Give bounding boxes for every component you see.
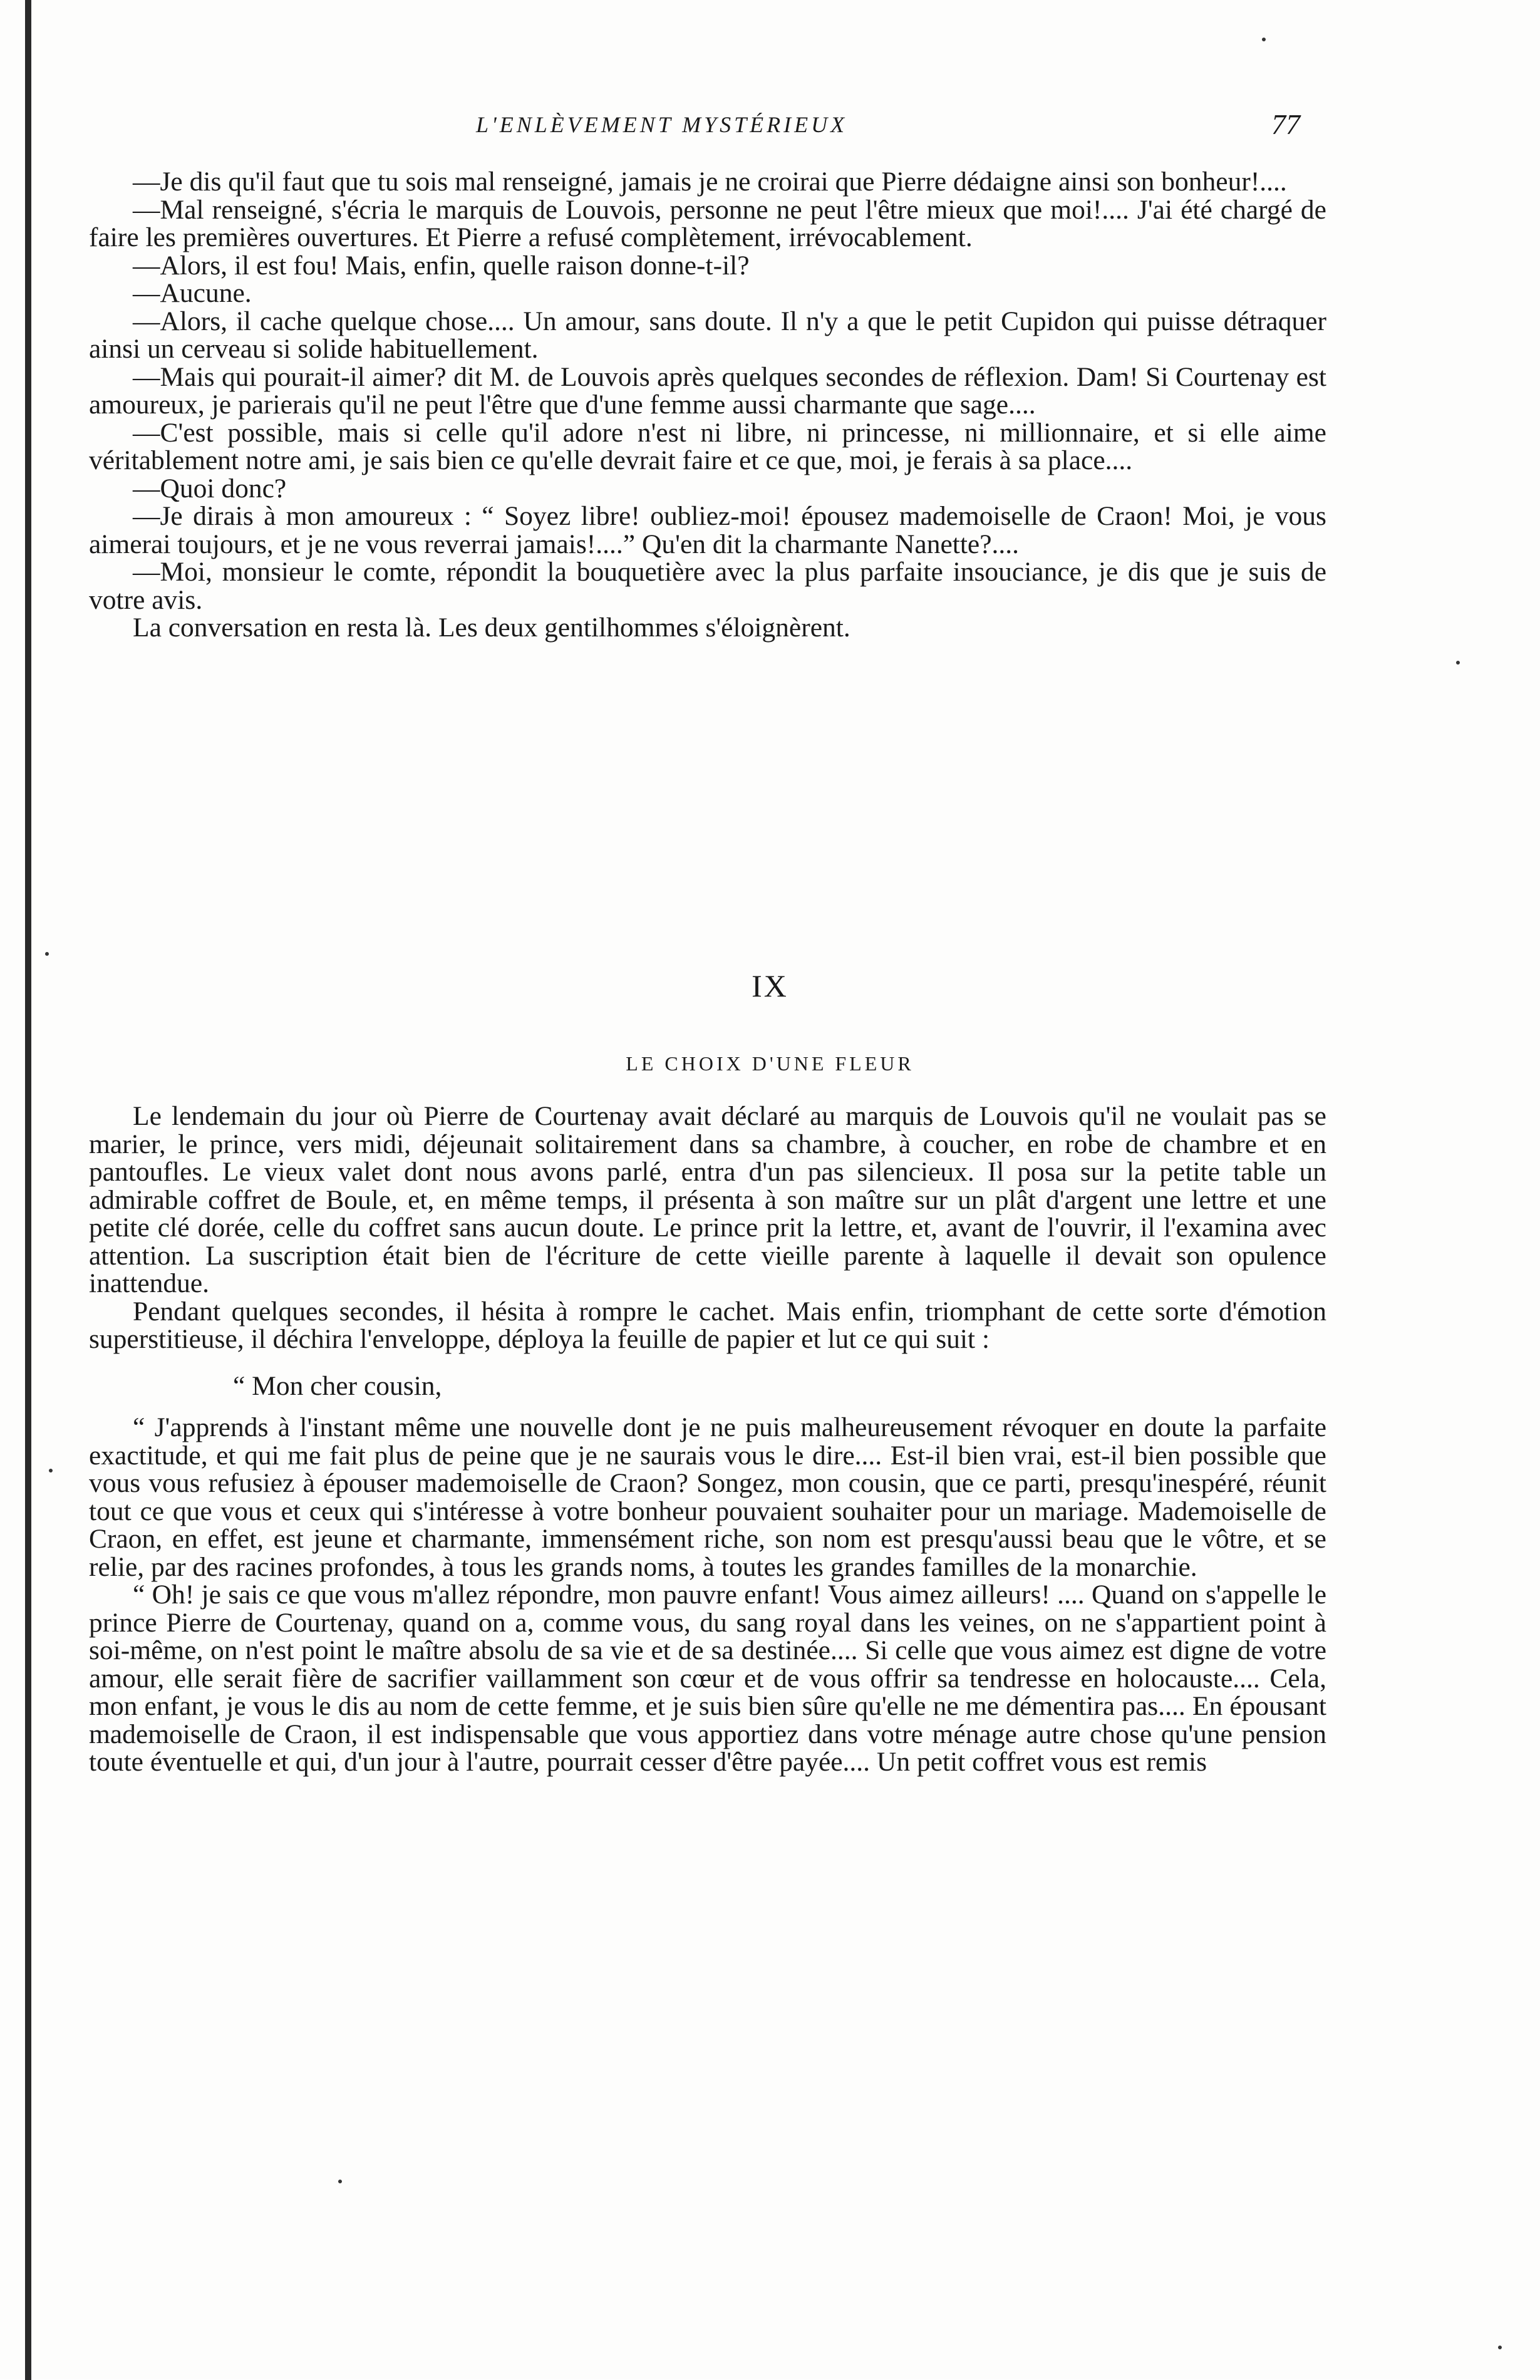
dialogue-paragraph: —Aucune. xyxy=(133,278,252,308)
dialogue-paragraph: —Quoi donc? xyxy=(133,473,287,504)
chapter-title: LE CHOIX D'UNE FLEUR xyxy=(626,1052,914,1075)
print-speck xyxy=(338,2180,342,2183)
dialogue-paragraph: —Je dirais à mon amoureux : “ Soyez libre! oubliez-moi! épousez mademoiselle de Craon! Moi, je vous aimerai toujours, et je ne vous reverrai jamais!....” Qu'en dit la charmante Nanette?.... xyxy=(89,501,1326,559)
print-speck xyxy=(1498,2346,1502,2349)
print-speck xyxy=(1262,38,1266,41)
letter-paragraph: “ J'apprends à l'instant même une nouvelle dont je ne puis malheureusement révoquer en doute la parfaite exactitude, et qui me fait plus de peine que je ne saurais vous le dire.... Est-il bien vrai, est-il bien possible que vous vous refusiez à épouser mademoiselle de Craon? Songez, mon cousin, que ce parti, presqu'inespéré, réunit tout ce que vous et ceux qui s'intéresse à votre bonheur pouvaient souhaiter pour un mariage. Mademoiselle de Craon, en effet, est jeune et charmante, immensément riche, son nom est presqu'aussi beau que le vôtre, et se relie, par des racines profondes, à tous les grands noms, à toutes les grandes familles de la monarchie. xyxy=(89,1412,1326,1582)
closing-paragraph: La conversation en resta là. Les deux gentilhommes s'éloignèrent. xyxy=(133,613,850,643)
dialogue-paragraph: —Alors, il cache quelque chose.... Un amour, sans doute. Il n'y a que le petit Cupidon qui puisse détraquer ainsi un cerveau si solide habituellement. xyxy=(89,306,1326,364)
print-speck xyxy=(45,952,49,956)
dialogue-paragraph: —Je dis qu'il faut que tu sois mal renseigné, jamais je ne croirai que Pierre dédaigne ainsi son bonheur!.... xyxy=(133,167,1287,197)
letter-salutation: “ Mon cher cousin, xyxy=(233,1370,442,1401)
print-speck xyxy=(1456,661,1460,665)
dialogue-paragraph: —Mais qui pourait-il aimer? dit M. de Louvois après quelques secondes de réflexion. Dam! Si Courtenay est amoureux, je parierais qu'il ne peut l'être que d'une femme aussi charmante que sage.... xyxy=(89,361,1326,420)
page-number: 77 xyxy=(1271,108,1300,140)
narrative-paragraph: Le lendemain du jour où Pierre de Courtenay avait déclaré au marquis de Louvois qu'il ne voulait pas se marier, le prince, vers midi, déjeunait solitairement dans sa chambre, à coucher, en robe de chambre et en pantoufles. Le vieux valet dont nous avons parlé, entra d'un pas silencieux. Il posa sur la petite table un admirable coffret de Boule, et, en même temps, il présenta à son maître sur un plât d'argent une lettre et une petite clé dorée, celle du coffret sans aucun doute. Le prince prit la lettre, et, avant de l'ouvrir, il l'examina avec attention. La suscription était bien de l'écriture de cette vieille parente à laquelle il devait son opulence inattendue. xyxy=(89,1101,1326,1298)
chapter-body xyxy=(89,1102,1326,1776)
chapter-number: IX xyxy=(752,968,788,1003)
print-speck xyxy=(49,1469,53,1472)
dialogue-section xyxy=(89,168,1326,642)
dialogue-paragraph: —Alors, il est fou! Mais, enfin, quelle raison donne-t-il? xyxy=(133,250,750,281)
running-title: L'ENLÈVEMENT MYSTÉRIEUX xyxy=(476,112,848,137)
dialogue-paragraph: —Mal renseigné, s'écria le marquis de Louvois, personne ne peut l'être mieux que moi!.... J'ai été chargé de faire les premières ouvertures. Et Pierre a refusé complètement, irrévocablement. xyxy=(89,194,1326,252)
left-margin-rule xyxy=(25,0,31,2380)
letter-paragraph: “ Oh! je sais ce que vous m'allez répondre, mon pauvre enfant! Vous aimez ailleurs! .... Quand on s'appelle le prince Pierre de Courtenay, quand on a, comme vous, du sang royal dans les veines, on ne s'appartient point à soi-même, on n'est point le maître absolu de sa vie et de sa destinée.... Si celle que vous aimez est digne de votre amour, elle serait fière de sacrifier vaillamment son cœur et de vous offrir sa tendresse en holocauste.... Cela, mon enfant, je vous le dis au nom de cette femme, et je suis bien sûre qu'elle ne me démentira pas.... En épousant mademoiselle de Craon, il est indispensable que vous apportiez dans votre ménage autre chose qu'une pension toute éventuelle et qui, d'un jour à l'autre, pourrait cesser d'être payée.... Un petit coffret vous est remis xyxy=(89,1580,1326,1777)
narrative-paragraph: Pendant quelques secondes, il hésita à rompre le cachet. Mais enfin, triomphant de cette sorte d'émotion superstitieuse, il déchira l'enveloppe, déploya la feuille de papier et lut ce qui suit : xyxy=(89,1296,1326,1354)
dialogue-paragraph: —C'est possible, mais si celle qu'il adore n'est ni libre, ni princesse, ni millionnaire, et si elle aime véritablement notre ami, je sais bien ce qu'elle devrait faire et ce que, moi, je ferais à sa place.... xyxy=(89,417,1326,475)
dialogue-paragraph: —Moi, monsieur le comte, répondit la bouquetière avec la plus parfaite insouciance, je dis que je suis de votre avis. xyxy=(89,557,1326,615)
